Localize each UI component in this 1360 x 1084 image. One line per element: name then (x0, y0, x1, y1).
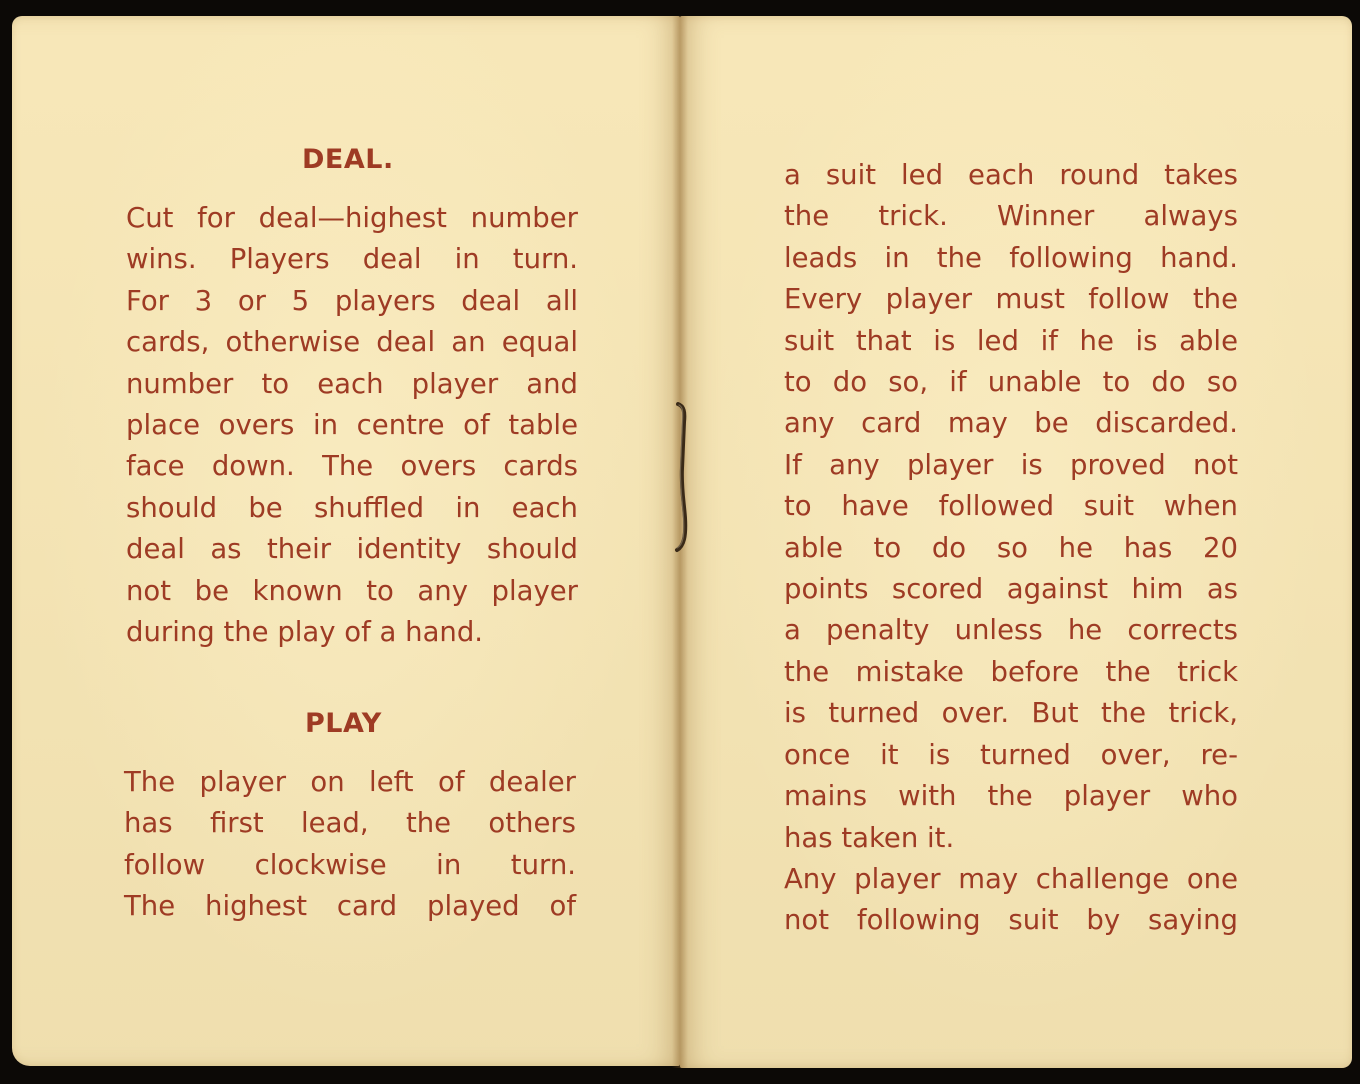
deal-paragraph (126, 198, 578, 653)
text-line: a suit led each round takes (784, 159, 1238, 191)
text-line: For 3 or 5 players deal all (126, 284, 578, 317)
text-line: the mistake before the trick (784, 655, 1238, 688)
text-line: to do so, if unable to do so (784, 366, 1238, 399)
text-line: the trick. Winner always (784, 200, 1238, 233)
text-line: leads in the following hand. (784, 241, 1238, 274)
text-line: Cut for deal—highest number (126, 202, 578, 234)
text-line: face down. The overs cards (126, 450, 578, 483)
text-line: wins. Players deal in turn. (126, 243, 578, 276)
text-line: not be known to any player (126, 574, 578, 607)
text-line: during the play of a hand. (126, 616, 484, 649)
text-line: once it is turned over, re- (784, 738, 1238, 771)
text-line: not following suit by saying (784, 904, 1238, 937)
text-line: deal as their identity should (126, 533, 578, 566)
text-line: number to each player and (126, 367, 578, 400)
text-line: cards, otherwise deal an equal (126, 326, 578, 359)
text-line: Any player may challenge one (784, 862, 1238, 895)
play-heading: PLAY (305, 708, 382, 739)
staple-icon (668, 398, 694, 558)
text-line: The player on left of dealer (124, 766, 576, 798)
deal-heading: DEAL. (302, 144, 394, 175)
text-line: mains with the player who (784, 780, 1238, 813)
text-line: has first lead, the others (124, 807, 576, 840)
text-line: If any player is proved not (784, 448, 1238, 481)
text-line: should be shuffled in each (126, 491, 578, 524)
text-line: has taken it. (784, 821, 955, 854)
text-line: any card may be discarded. (784, 407, 1238, 440)
play-paragraph (124, 762, 576, 928)
text-line: is turned over. But the trick, (784, 697, 1238, 730)
rules-continued-paragraph (784, 155, 1238, 942)
text-line: place overs in centre of table (126, 409, 578, 442)
text-line: follow clockwise in turn. (124, 848, 576, 881)
text-line: suit that is led if he is able (784, 324, 1238, 357)
text-line: to have followed suit when (784, 490, 1238, 523)
text-line: The highest card played of (124, 890, 576, 923)
text-line: points scored against him as (784, 573, 1238, 606)
text-line: Every player must follow the (784, 283, 1238, 316)
text-line: able to do so he has 20 (784, 531, 1238, 564)
text-line: a penalty unless he corrects (784, 614, 1238, 647)
